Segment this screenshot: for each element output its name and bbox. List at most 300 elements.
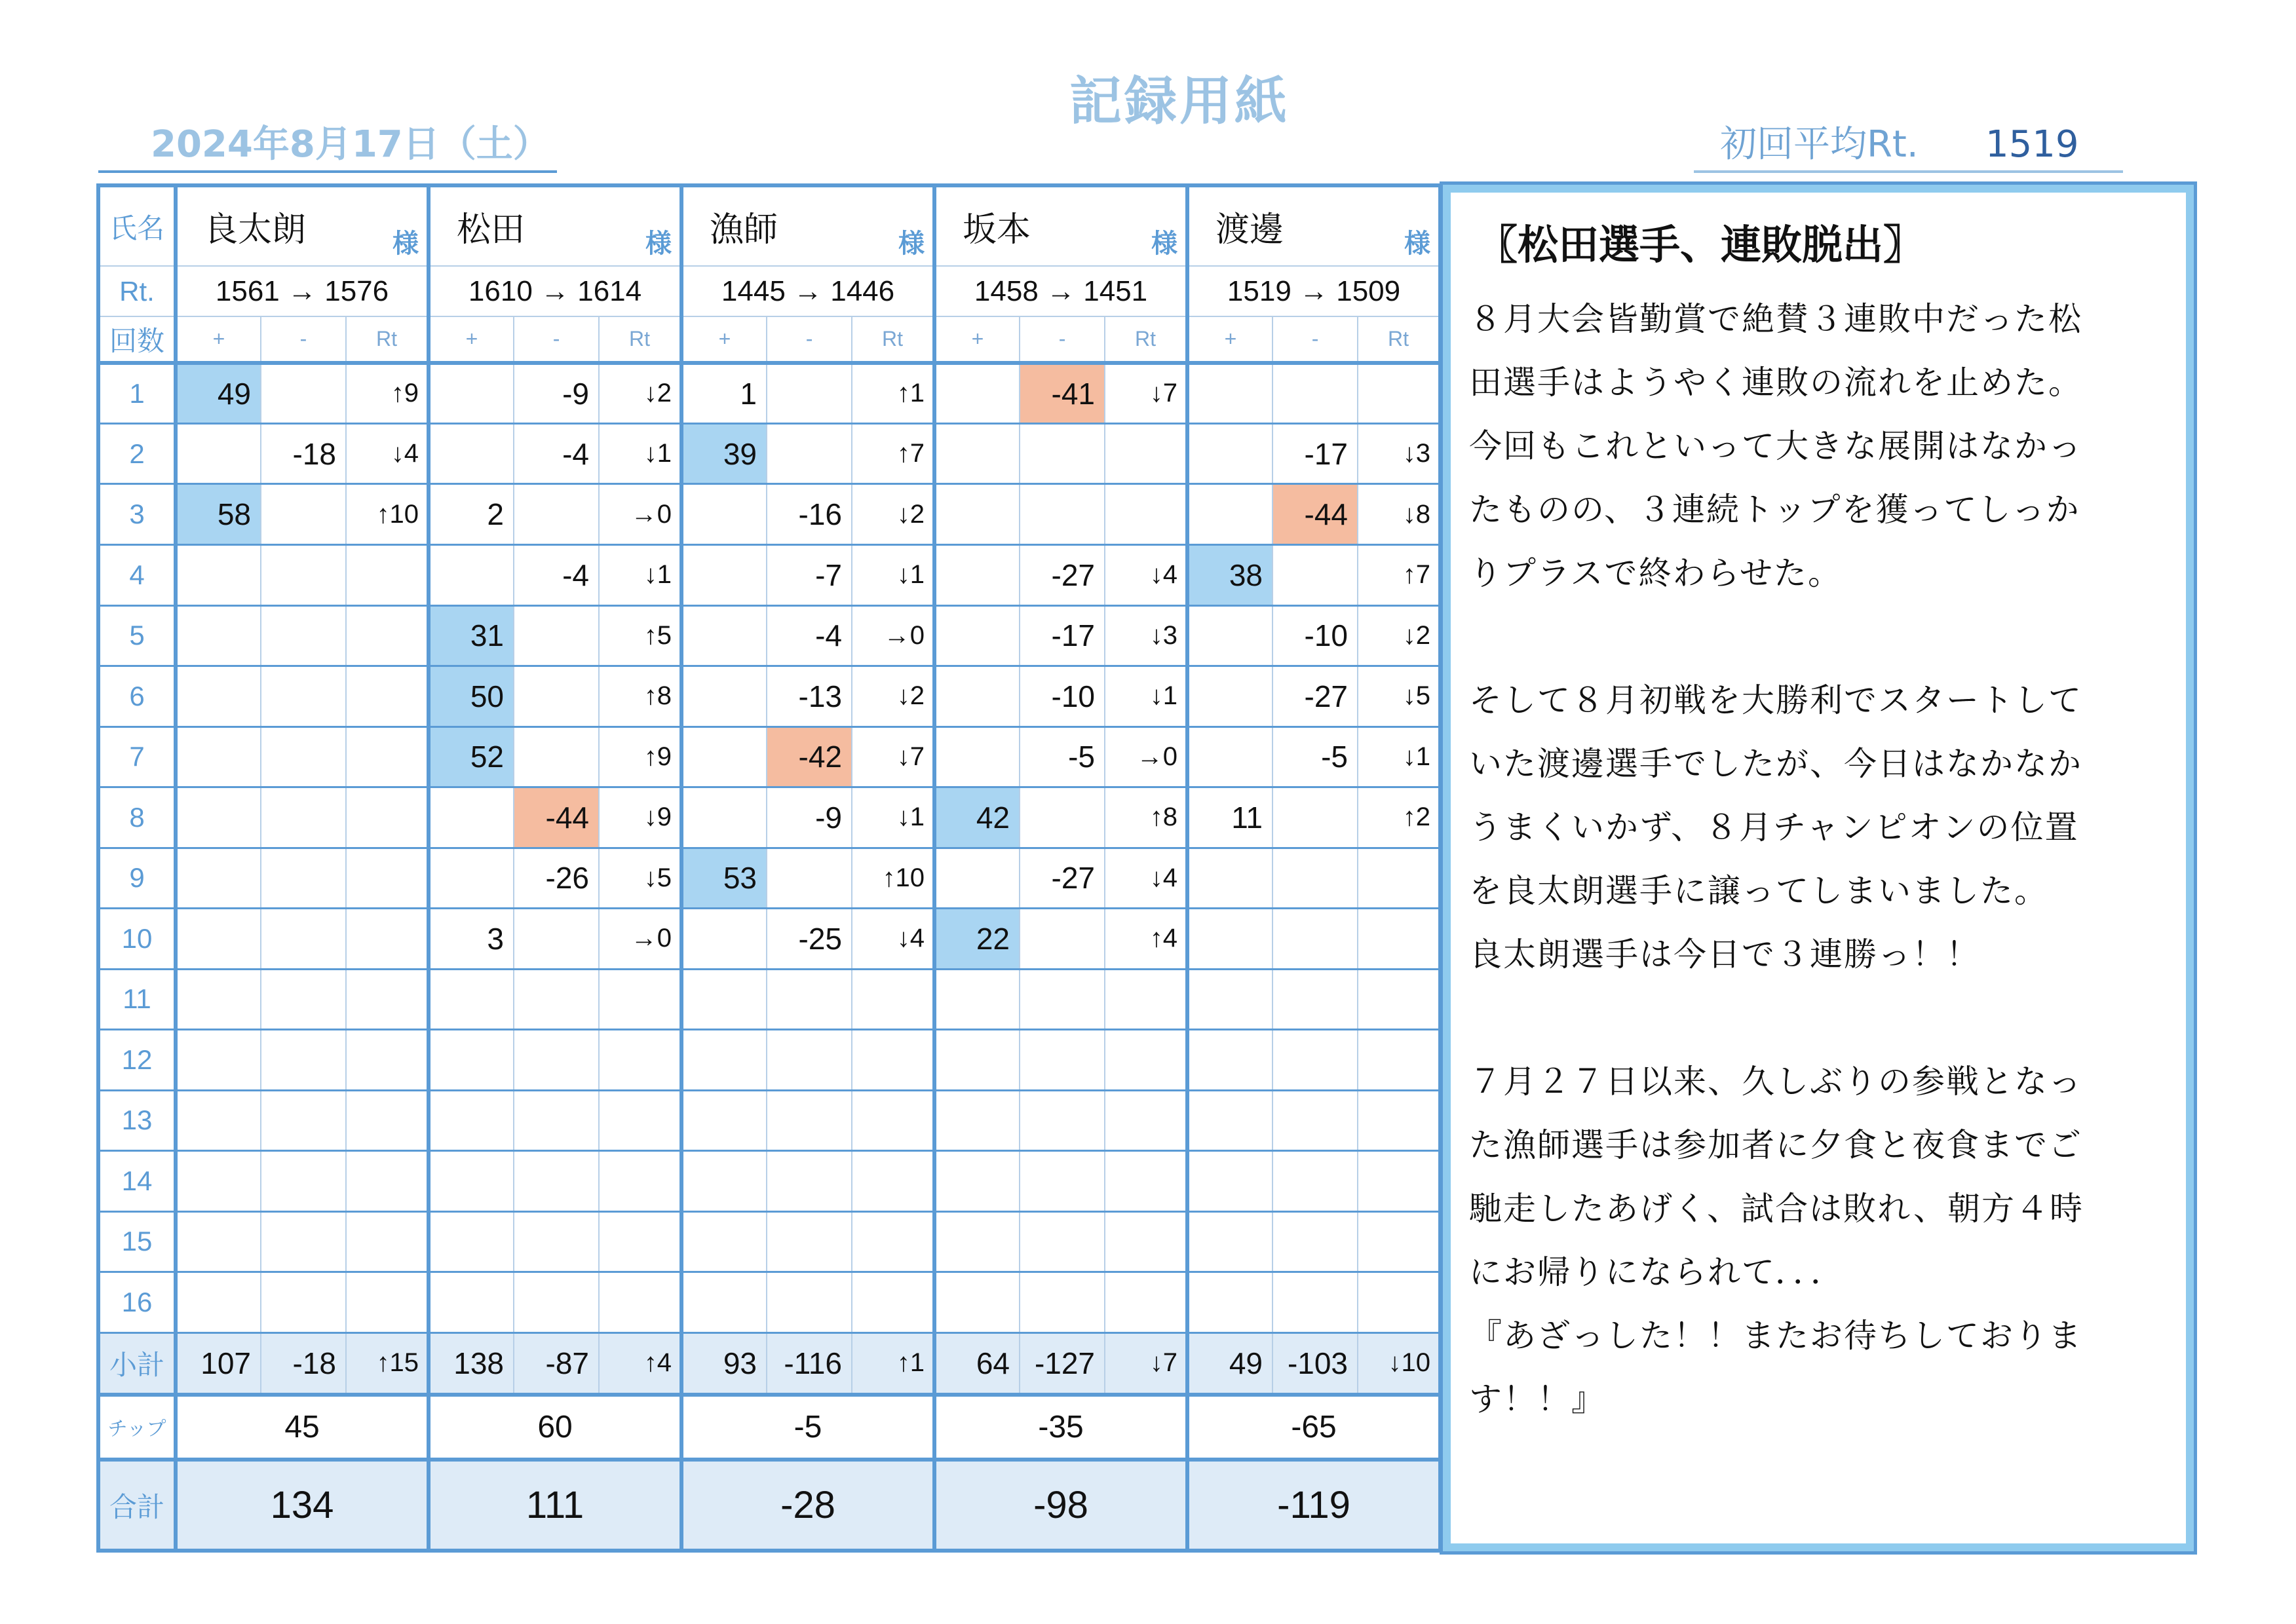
round-row [98, 666, 1440, 727]
plus-score [681, 1030, 767, 1091]
plus-score [176, 1272, 261, 1333]
minus-score [514, 605, 599, 666]
rating-change [346, 848, 429, 909]
round-row [98, 363, 1440, 424]
honorific-label: 様 [1404, 229, 1431, 259]
minus-score [1272, 544, 1358, 605]
rating-change: ↑8 [599, 666, 681, 727]
plus-score [429, 1090, 514, 1151]
minus-column-header: - [767, 316, 852, 362]
rating-change [852, 969, 934, 1030]
rating-change [852, 1030, 934, 1091]
plus-score: 38 [1187, 544, 1272, 605]
rating-change [346, 544, 429, 605]
plus-score [176, 605, 261, 666]
round-number: 1 [98, 363, 176, 424]
round-row [98, 727, 1440, 787]
minus-score [767, 363, 852, 424]
rating-change: ↓1 [599, 423, 681, 484]
rating-change [1105, 1030, 1187, 1091]
rating-change [346, 909, 429, 970]
round-number: 5 [98, 605, 176, 666]
minus-score [514, 1211, 599, 1272]
minus-score [261, 727, 346, 787]
minus-score [261, 363, 346, 424]
plus-score [176, 544, 261, 605]
plus-score [1187, 1030, 1272, 1091]
rating-change: ↑2 [1358, 787, 1440, 848]
rating-change [1105, 1090, 1187, 1151]
player-name-cell [429, 185, 681, 266]
plus-score [681, 666, 767, 727]
chip-value: 45 [176, 1395, 429, 1460]
player-rating: 1458 → 1451 [934, 266, 1187, 316]
plus-score [1187, 969, 1272, 1030]
subtotal-rating-change: ↑15 [346, 1332, 429, 1395]
rating-change: ↓4 [852, 909, 934, 970]
round-number: 15 [98, 1211, 176, 1272]
plus-score [934, 1211, 1020, 1272]
minus-score: -4 [767, 605, 852, 666]
minus-column-header: - [261, 316, 346, 362]
plus-score [176, 727, 261, 787]
plus-score [681, 1211, 767, 1272]
comment-line: す！！』 [1469, 1380, 1605, 1418]
rating-change [346, 605, 429, 666]
rating-change: ↑1 [852, 363, 934, 424]
subtotal-row [98, 1332, 1440, 1395]
comment-line: た漁師選手は参加者に夕食と夜食までご [1469, 1126, 2082, 1164]
rating-change [599, 1272, 681, 1333]
rating-change [599, 1151, 681, 1212]
round-number: 10 [98, 909, 176, 970]
minus-score [767, 1151, 852, 1212]
rating-change: ↓1 [1105, 666, 1187, 727]
minus-score [1272, 787, 1358, 848]
page-title: 記録用紙 [1069, 71, 1290, 132]
rating-change [346, 1272, 429, 1333]
rating-change: →0 [599, 909, 681, 970]
round-row [98, 1211, 1440, 1272]
initial-average-label: 初回平均Rt. [1720, 123, 1919, 166]
minus-score: -13 [767, 666, 852, 727]
plus-score: 3 [429, 909, 514, 970]
rating-change [1358, 1030, 1440, 1091]
total-value: -119 [1187, 1460, 1440, 1551]
plus-score [1187, 848, 1272, 909]
subtotal-rating-change: ↓10 [1358, 1332, 1440, 1395]
plus-score [176, 1090, 261, 1151]
round-number: 6 [98, 666, 176, 727]
rating-change: ↓3 [1358, 423, 1440, 484]
subtotal-rating-change: ↑1 [852, 1332, 934, 1395]
comment-line: 今回もこれといって大きな展開はなかっ [1469, 427, 2082, 465]
honorific-label: 様 [1151, 229, 1178, 259]
rating-change [852, 1090, 934, 1151]
rating-change: ↓5 [599, 848, 681, 909]
plus-score [1187, 727, 1272, 787]
plus-score [1187, 1272, 1272, 1333]
minus-score [261, 909, 346, 970]
round-number: 16 [98, 1272, 176, 1333]
rt-column-header: Rt [346, 316, 429, 362]
rating-change: →0 [852, 605, 934, 666]
rating-change [346, 1211, 429, 1272]
rt-column-header: Rt [852, 316, 934, 362]
rating-change: ↑4 [1105, 909, 1187, 970]
plus-score [681, 1151, 767, 1212]
plus-score [934, 848, 1020, 909]
comment-line: ７月２７日以来、久しぶりの参戦となっ [1469, 1063, 2082, 1101]
rating-change [346, 666, 429, 727]
plus-score [176, 423, 261, 484]
rating-change [1358, 909, 1440, 970]
rating-change: ↓3 [1105, 605, 1187, 666]
minus-score [514, 1272, 599, 1333]
player-name: 渡邊 [1215, 211, 1284, 250]
minus-score: -7 [767, 544, 852, 605]
round-row [98, 969, 1440, 1030]
rt-column-header: Rt [1358, 316, 1440, 362]
minus-score [767, 423, 852, 484]
minus-score [767, 1090, 852, 1151]
plus-score [176, 666, 261, 727]
rating-change [1358, 1272, 1440, 1333]
comment-blank-line [1469, 605, 2170, 669]
rating-change: ↓9 [599, 787, 681, 848]
subtotal-minus: -103 [1272, 1332, 1358, 1395]
minus-score [1020, 484, 1105, 545]
plus-score [934, 1090, 1020, 1151]
subtotal-rating-change: ↑4 [599, 1332, 681, 1395]
minus-score [261, 1030, 346, 1091]
plus-score: 52 [429, 727, 514, 787]
minus-score [1020, 909, 1105, 970]
subtotal-plus: 107 [176, 1332, 261, 1395]
round-number: 12 [98, 1030, 176, 1091]
minus-score [514, 484, 599, 545]
subtotal-minus: -127 [1020, 1332, 1105, 1395]
rating-change [852, 1211, 934, 1272]
honorific-label: 様 [645, 229, 672, 259]
rating-change: ↑9 [346, 363, 429, 424]
plus-score [429, 363, 514, 424]
comment-line: ８月大会皆勤賞で絶賛３連敗中だった松 [1469, 300, 2082, 338]
column-header-row [98, 316, 1440, 362]
rating-change: ↓2 [1358, 605, 1440, 666]
subtotal-minus: -87 [514, 1332, 599, 1395]
round-row [98, 1030, 1440, 1091]
plus-score [1187, 1090, 1272, 1151]
round-number: 8 [98, 787, 176, 848]
chip-header: チップ [98, 1395, 176, 1460]
minus-score: -5 [1020, 727, 1105, 787]
plus-score [934, 544, 1020, 605]
plus-score [934, 363, 1020, 424]
plus-score: 42 [934, 787, 1020, 848]
plus-score [1187, 1151, 1272, 1212]
rating-change [346, 969, 429, 1030]
plus-column-header: + [429, 316, 514, 362]
rating-change: ↓2 [852, 666, 934, 727]
round-number: 9 [98, 848, 176, 909]
rt-column-header: Rt [599, 316, 681, 362]
total-value: 134 [176, 1460, 429, 1551]
rating-change: ↓7 [1105, 363, 1187, 424]
chip-value: -35 [934, 1395, 1187, 1460]
minus-score: -5 [1272, 727, 1358, 787]
plus-score [429, 1030, 514, 1091]
rating-change [1358, 363, 1440, 424]
minus-score: -41 [1020, 363, 1105, 424]
comment-line: そして８月初戦を大勝利でスタートして [1469, 681, 2082, 719]
round-number: 2 [98, 423, 176, 484]
rating-change [1105, 1151, 1187, 1212]
name-row [98, 185, 1440, 266]
minus-score: -42 [767, 727, 852, 787]
minus-score [1020, 1272, 1105, 1333]
rating-change: ↓1 [852, 787, 934, 848]
subtotal-rating-change: ↓7 [1105, 1332, 1187, 1395]
plus-score [176, 848, 261, 909]
rating-change [852, 1151, 934, 1212]
player-rating: 1561 → 1576 [176, 266, 429, 316]
chip-value: -5 [681, 1395, 934, 1460]
round-number: 14 [98, 1151, 176, 1212]
plus-score [681, 727, 767, 787]
plus-score [429, 1272, 514, 1333]
player-name: 良太朗 [204, 211, 307, 250]
minus-score: -44 [1272, 484, 1358, 545]
plus-score [429, 1151, 514, 1212]
round-row [98, 787, 1440, 848]
plus-score: 2 [429, 484, 514, 545]
rating-change: ↓1 [599, 544, 681, 605]
total-value: 111 [429, 1460, 681, 1551]
rating-change: ↑5 [599, 605, 681, 666]
rating-change: ↑8 [1105, 787, 1187, 848]
plus-score [681, 1090, 767, 1151]
subtotal-plus: 93 [681, 1332, 767, 1395]
minus-score [514, 1151, 599, 1212]
chip-value: -65 [1187, 1395, 1440, 1460]
total-header: 合計 [98, 1460, 176, 1551]
player-rating: 1519 → 1509 [1187, 266, 1440, 316]
plus-score [681, 544, 767, 605]
rating-change [1105, 423, 1187, 484]
round-row [98, 423, 1440, 484]
plus-score [176, 787, 261, 848]
minus-score [1272, 1151, 1358, 1212]
rating-change: →0 [599, 484, 681, 545]
plus-score [934, 727, 1020, 787]
plus-score [934, 484, 1020, 545]
round-row [98, 1151, 1440, 1212]
comment-line: を良太朗選手に譲ってしまいました。 [1469, 872, 2048, 910]
plus-score: 53 [681, 848, 767, 909]
rating-change [1358, 1090, 1440, 1151]
rating-change: ↑9 [599, 727, 681, 787]
comment-line: 田選手はようやく連敗の流れを止めた。 [1469, 364, 2082, 402]
total-value: -98 [934, 1460, 1187, 1551]
rating-change [1358, 848, 1440, 909]
comment-blank-line [1469, 987, 2170, 1050]
minus-score [514, 909, 599, 970]
initial-average-value: 1519 [1985, 123, 2079, 166]
rating-change [599, 969, 681, 1030]
minus-score: -27 [1020, 848, 1105, 909]
comment-line: 馳走したあげく、試合は敗れ、朝方４時 [1469, 1190, 2084, 1228]
rating-change [346, 787, 429, 848]
plus-score [176, 1211, 261, 1272]
plus-score [429, 544, 514, 605]
minus-score [261, 484, 346, 545]
rating-change: ↓4 [1105, 544, 1187, 605]
plus-column-header: + [681, 316, 767, 362]
plus-score [429, 1211, 514, 1272]
minus-column-header: - [514, 316, 599, 362]
minus-column-header: - [1020, 316, 1105, 362]
plus-score [429, 848, 514, 909]
minus-score [261, 1090, 346, 1151]
minus-score [767, 1211, 852, 1272]
subtotal-minus: -18 [261, 1332, 346, 1395]
comment-heading: 〖松田選手、連敗脱出〗 [1477, 221, 1924, 269]
minus-score [514, 969, 599, 1030]
rating-change: ↑7 [1358, 544, 1440, 605]
minus-score [1020, 1151, 1105, 1212]
subtotal-plus: 138 [429, 1332, 514, 1395]
minus-score [514, 1090, 599, 1151]
plus-score: 49 [176, 363, 261, 424]
minus-score [1272, 1272, 1358, 1333]
minus-score [1272, 969, 1358, 1030]
plus-score [176, 1151, 261, 1212]
minus-score [514, 1030, 599, 1091]
rating-change [1105, 484, 1187, 545]
plus-score [1187, 363, 1272, 424]
minus-score: -10 [1272, 605, 1358, 666]
minus-score [514, 666, 599, 727]
minus-score: -17 [1020, 605, 1105, 666]
rating-change [346, 1030, 429, 1091]
minus-score: -27 [1272, 666, 1358, 727]
player-name: 漁師 [710, 211, 778, 250]
minus-score: -17 [1272, 423, 1358, 484]
comment-body [1469, 288, 2170, 1431]
plus-score [1187, 484, 1272, 545]
rating-change [1358, 1211, 1440, 1272]
plus-score [429, 969, 514, 1030]
plus-score [681, 605, 767, 666]
plus-column-header: + [1187, 316, 1272, 362]
minus-score [261, 544, 346, 605]
plus-score: 11 [1187, 787, 1272, 848]
rating-change: ↓2 [852, 484, 934, 545]
plus-score [934, 605, 1020, 666]
plus-score [176, 969, 261, 1030]
honorific-label: 様 [898, 229, 925, 259]
comment-line: いた渡邊選手でしたが、今日はなかなか [1469, 745, 2082, 783]
player-rating: 1610 → 1614 [429, 266, 681, 316]
rating-header: Rt. [98, 266, 176, 316]
rating-change [1105, 969, 1187, 1030]
chip-row [98, 1395, 1440, 1460]
plus-score: 58 [176, 484, 261, 545]
minus-score: -16 [767, 484, 852, 545]
minus-score [261, 787, 346, 848]
plus-score [934, 1030, 1020, 1091]
score-table [96, 183, 1442, 1553]
minus-score: -27 [1020, 544, 1105, 605]
rating-change: ↓8 [1358, 484, 1440, 545]
rating-change [346, 727, 429, 787]
rating-change [599, 1090, 681, 1151]
rating-change [346, 1151, 429, 1212]
minus-score [1020, 787, 1105, 848]
minus-score [1272, 1211, 1358, 1272]
round-row [98, 848, 1440, 909]
plus-score [1187, 1211, 1272, 1272]
round-number: 3 [98, 484, 176, 545]
minus-score [261, 1151, 346, 1212]
rating-change: ↓4 [1105, 848, 1187, 909]
total-value: -28 [681, 1460, 934, 1551]
plus-score [681, 1272, 767, 1333]
round-row [98, 1090, 1440, 1151]
minus-score: -25 [767, 909, 852, 970]
plus-score [1187, 666, 1272, 727]
round-row [98, 544, 1440, 605]
minus-score [1020, 1211, 1105, 1272]
rating-change [852, 1272, 934, 1333]
player-name-cell [934, 185, 1187, 266]
plus-score: 22 [934, 909, 1020, 970]
minus-score: -26 [514, 848, 599, 909]
honorific-label: 様 [392, 229, 419, 259]
plus-score [429, 787, 514, 848]
date-field: 2024年8月17日（土） [98, 117, 557, 173]
rating-change: ↓5 [1358, 666, 1440, 727]
plus-score: 50 [429, 666, 514, 727]
plus-score [681, 787, 767, 848]
rating-change: ↓7 [852, 727, 934, 787]
minus-score [261, 848, 346, 909]
plus-score [429, 423, 514, 484]
round-header: 回数 [98, 316, 176, 362]
rating-change: ↓1 [852, 544, 934, 605]
plus-score [934, 666, 1020, 727]
round-row [98, 1272, 1440, 1333]
rating-row [98, 266, 1440, 316]
rating-change: ↓1 [1358, 727, 1440, 787]
rating-change [599, 1030, 681, 1091]
comment-line: 良太朗選手は今日で３連勝っ！！ [1469, 935, 1980, 973]
round-number: 7 [98, 727, 176, 787]
player-name-cell [1187, 185, 1440, 266]
subtotal-plus: 49 [1187, 1332, 1272, 1395]
plus-score [1187, 605, 1272, 666]
minus-score [767, 1272, 852, 1333]
minus-score [261, 969, 346, 1030]
player-name-cell [176, 185, 429, 266]
rating-change: →0 [1105, 727, 1187, 787]
minus-score [767, 1030, 852, 1091]
plus-score: 31 [429, 605, 514, 666]
minus-score: -44 [514, 787, 599, 848]
minus-score [261, 1211, 346, 1272]
initial-average-rating [1694, 117, 2123, 173]
